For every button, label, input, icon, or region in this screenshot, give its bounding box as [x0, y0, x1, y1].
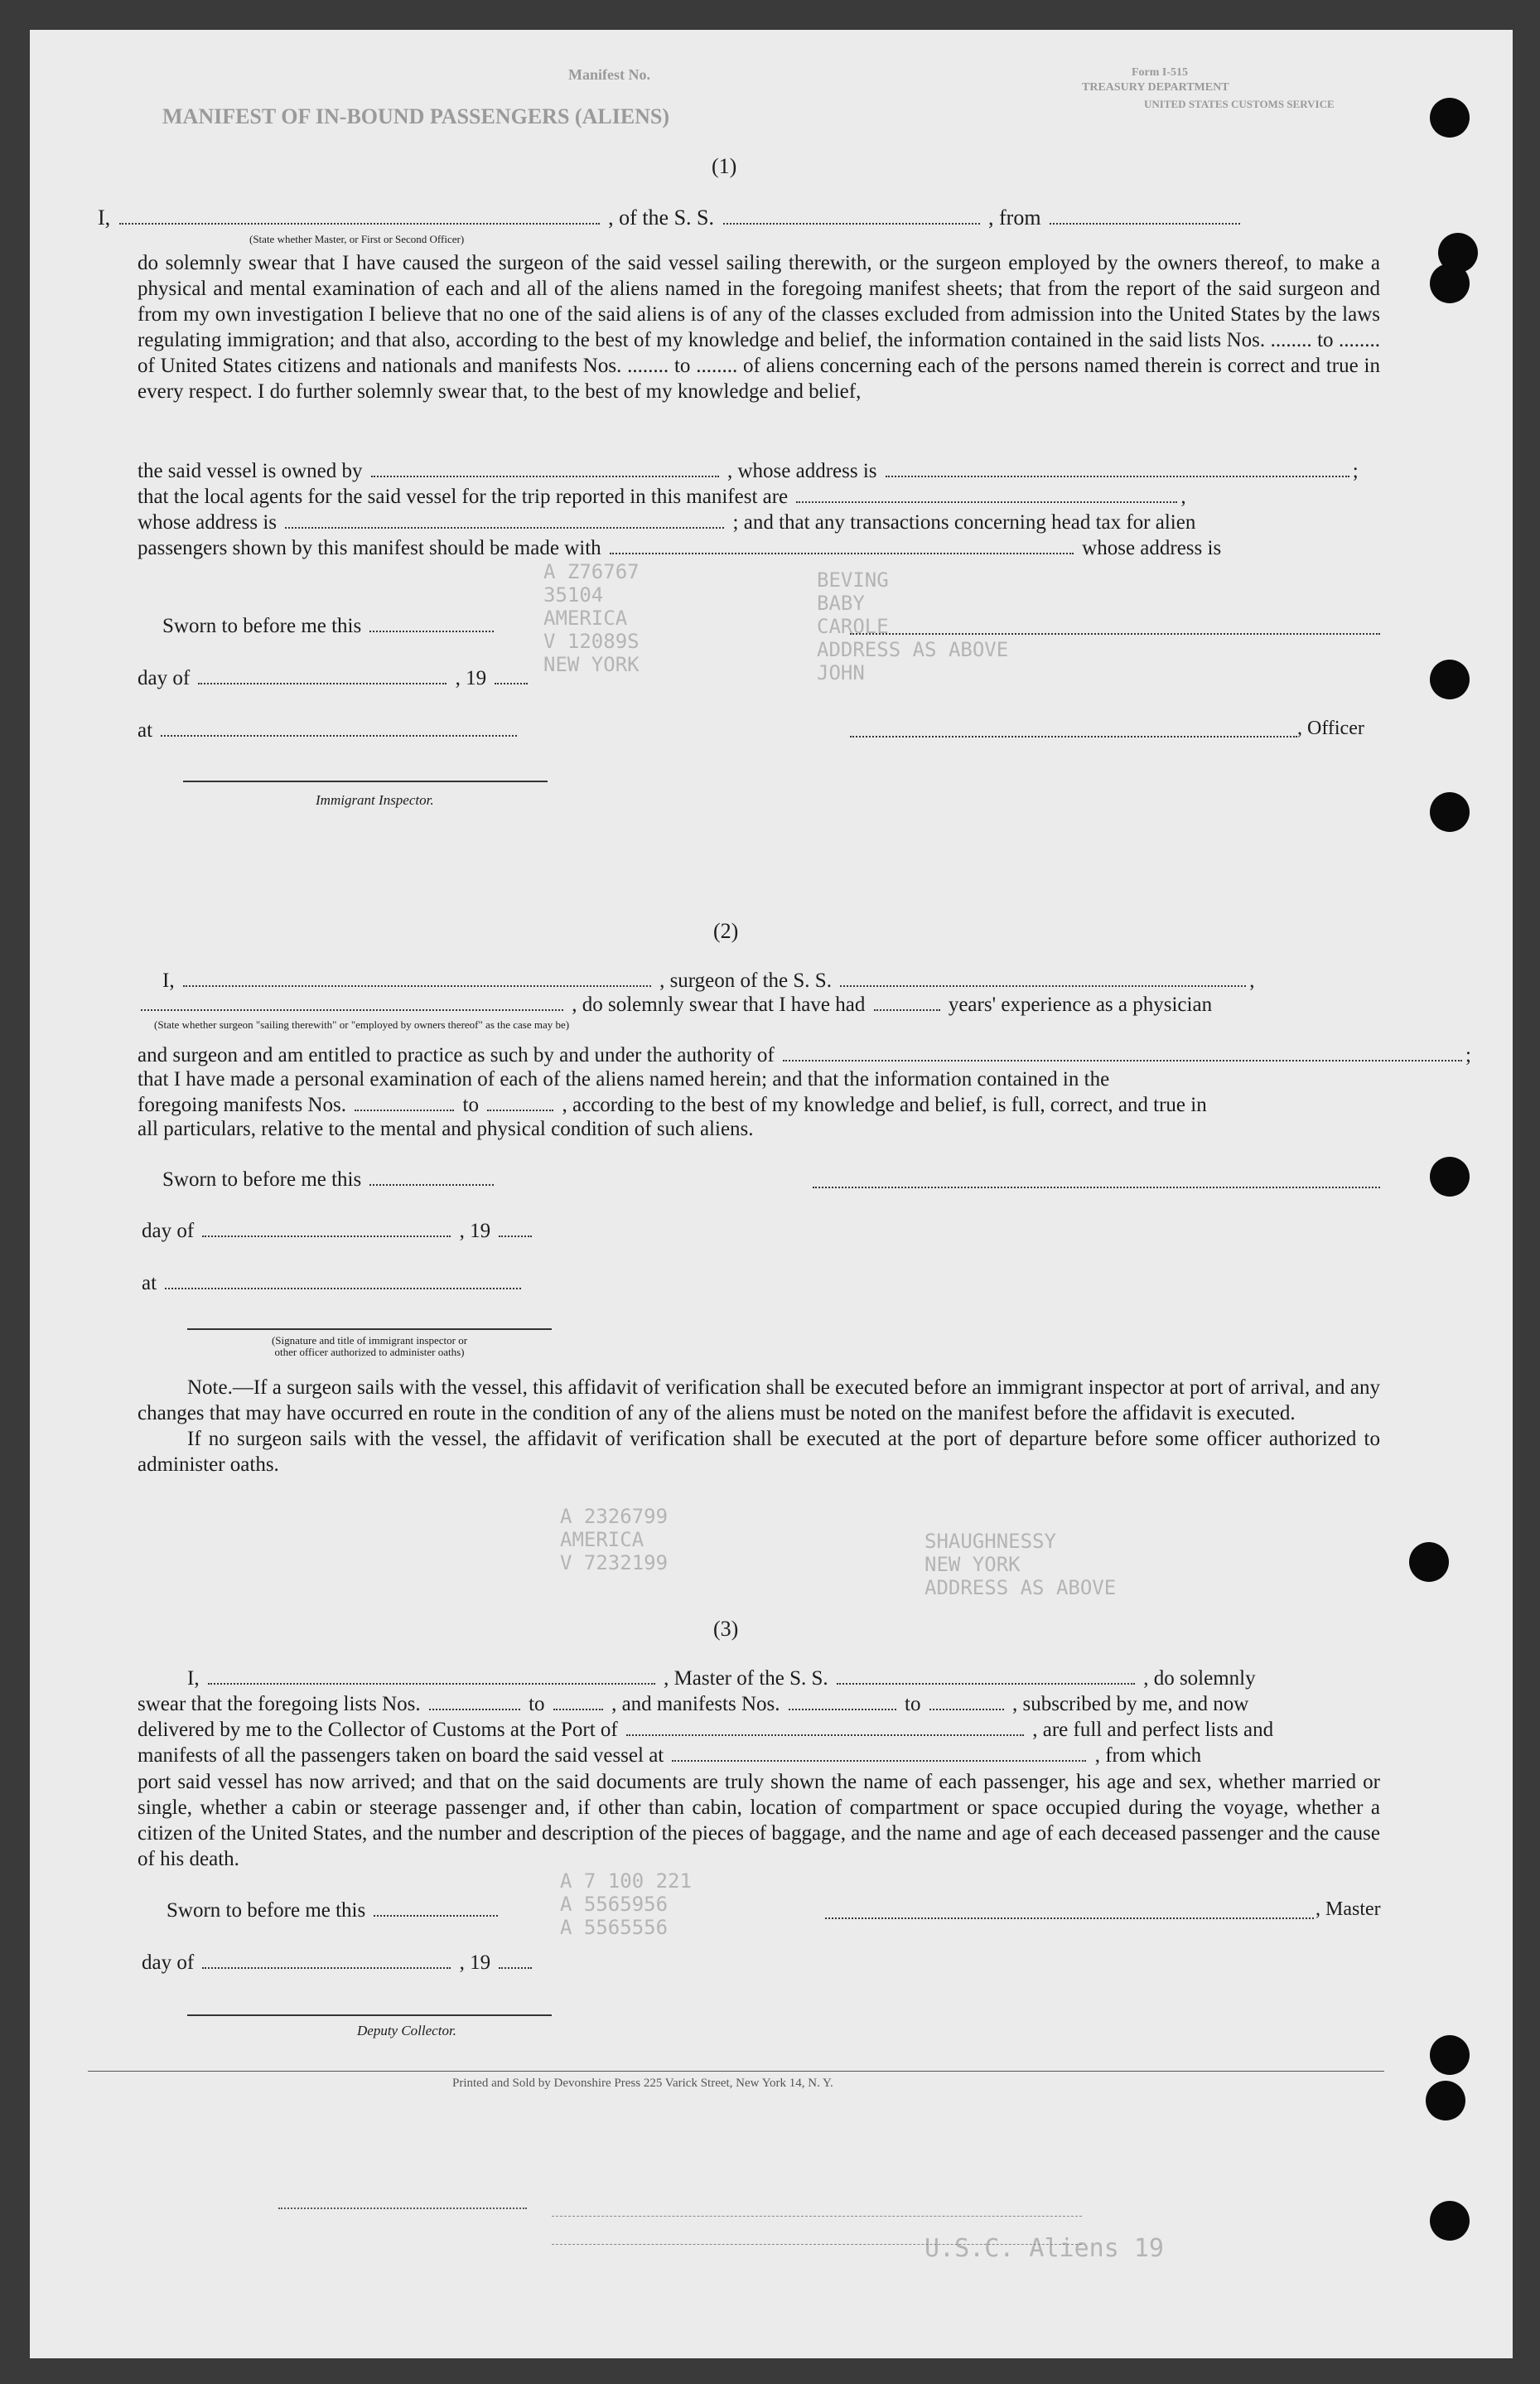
- bleed-through-text: A 2326799 AMERICA V 7232199: [560, 1505, 669, 1574]
- signature-caption: (Signature and title of immigrant inspector or other officer authorized to administer oaths): [271, 1334, 468, 1358]
- manifest-from-field[interactable]: [355, 1093, 454, 1111]
- manifest-to-field[interactable]: [929, 1692, 1004, 1710]
- year-field[interactable]: [499, 1219, 532, 1237]
- owner-line: the said vessel is owned by , whose address is ;: [138, 460, 1359, 482]
- note-paragraph: Note.—If a surgeon sails with the vessel, this affidavit of verification shall be executed before an immigrant inspector at port of arrival, and any changes that may have occurred en route in the condition of any of the aliens must be noted on the manifest before the affidavit is executed. If no surgeon sails with the vessel, the affidavit of verification shall be executed at the port of departure before some officer authorized to administer oaths.: [138, 1376, 1380, 1476]
- form-number: Form I-515: [1132, 66, 1189, 79]
- authority-line: and surgeon and am entitled to practice as such by and under the authority of ;: [138, 1044, 1471, 1066]
- section-number: (2): [713, 919, 739, 943]
- agents-address-field[interactable]: [285, 510, 724, 529]
- port-field[interactable]: [626, 1718, 1024, 1736]
- inspector-signature-line[interactable]: [187, 1328, 552, 1330]
- inspector-caption: Immigrant Inspector.: [316, 792, 434, 808]
- master-signature-line[interactable]: [825, 1917, 1314, 1919]
- at-place-field[interactable]: [165, 1271, 521, 1289]
- vessel-name-field[interactable]: [837, 1666, 1135, 1685]
- day-field[interactable]: [202, 1951, 451, 1969]
- year-field[interactable]: [495, 666, 528, 684]
- section-number: (1): [712, 154, 737, 178]
- bleed-through-text: BEVING BABY CAROLE ADDRESS AS ABOVE JOHN: [817, 568, 1009, 684]
- years-field[interactable]: [874, 993, 940, 1011]
- vessel-name-field[interactable]: [723, 206, 980, 225]
- printer-imprint: Printed and Sold by Devonshire Press 225 Varick Street, New York 14, N. Y.: [452, 2077, 833, 2090]
- department: TREASURY DEPARTMENT: [1082, 81, 1229, 94]
- surgeon-type-field[interactable]: [141, 993, 563, 1011]
- manifest-number-label: Manifest No.: [568, 66, 650, 83]
- sworn-row-3: Sworn to before me this: [167, 1898, 501, 1922]
- stamp-line: [552, 2244, 1082, 2245]
- punch-hole: [1426, 2081, 1465, 2120]
- agents-line: that the local agents for the said vessel for the trip reported in this manifest are ,: [138, 486, 1186, 508]
- day-row-2: day of , 19: [142, 1219, 535, 1243]
- surgeon-name-field[interactable]: [183, 969, 651, 987]
- taken-on-board-line: manifests of all the passengers taken on board the said vessel at , from which: [138, 1744, 1202, 1767]
- list-from-field[interactable]: [429, 1692, 520, 1710]
- service-name: UNITED STATES CUSTOMS SERVICE: [1144, 98, 1335, 110]
- section3-body: port said vessel has now arrived; and that on the said documents are truly shown the name of each passenger, his age and sex, whether married or single, whether a cabin or steerage passenger and, if other than cabin, location of compartment or space occupied during the voyage, whether a citizen of the United States, and the number and description of the pieces of baggage, and the name and age of each deceased passenger and the cause of his death.: [138, 1771, 1380, 1870]
- sworn-row-2: Sworn to before me this: [162, 1168, 497, 1192]
- bleed-through-text: A 7 100 221 A 5565956 A 5565556: [560, 1869, 692, 1939]
- section-number: (3): [713, 1617, 739, 1641]
- manifest-to-field[interactable]: [487, 1093, 553, 1111]
- authority-field[interactable]: [783, 1043, 1462, 1061]
- sworn-date-field[interactable]: [369, 614, 494, 632]
- sworn-date-field[interactable]: [369, 1168, 494, 1186]
- sworn-date-field[interactable]: [374, 1898, 498, 1917]
- agents-field[interactable]: [796, 485, 1177, 503]
- punch-hole: [1430, 2035, 1470, 2075]
- collector-signature-line[interactable]: [187, 2014, 552, 2016]
- master-name-field[interactable]: [208, 1666, 655, 1685]
- owner-field[interactable]: [371, 459, 719, 477]
- manifest-from-field[interactable]: [789, 1692, 896, 1710]
- form-page: [30, 30, 1513, 2358]
- officer-line[interactable]: [850, 736, 1297, 737]
- sworn-row-1: Sworn to before me this: [162, 614, 497, 638]
- experience-line: , do solemnly swear that I have had years' experience as a physician: [138, 993, 1212, 1017]
- day-row-1: day of , 19: [138, 666, 531, 690]
- surgeon-line: I, , surgeon of the S. S. ,: [162, 970, 1255, 992]
- section1-body: do solemnly swear that I have caused the surgeon of the said vessel sailing therewith, or the surgeon employed by the owners thereof, to make a physical and mental examination of each and all of the aliens named in the foregoing manifest sheets; that from the report of the said surgeon and from my own investigation I believe that no one of the said aliens is of any of the classes excluded from admission into the United States by the laws regulating immigration; and that also, according to the best of my knowledge and belief, the information contained in the said lists Nos. ........ to ........ of United States citizens and nationals and manifests Nos. ........ to ........ of aliens concerning each of the persons named therein is correct and true in every respect. I do further solemnly swear that, to the best of my knowledge and belief,: [138, 252, 1380, 403]
- punch-hole: [1430, 2201, 1470, 2241]
- punch-hole: [1430, 98, 1470, 138]
- at-place-field[interactable]: [161, 718, 517, 737]
- agents-address-line: whose address is ; and that any transactions concerning head tax for alien: [138, 511, 1196, 534]
- bleed-through-text: U.S.C. Aliens 19: [924, 2234, 1164, 2263]
- particulars-line: all particulars, relative to the mental and physical condition of such aliens.: [138, 1118, 754, 1140]
- day-field[interactable]: [202, 1219, 451, 1237]
- master-line: I, , of the S. S. , from: [98, 206, 1243, 230]
- examination-line: that I have made a personal examination of each of the aliens named herein; and that the information contained in the: [138, 1068, 1110, 1090]
- boarding-port-field[interactable]: [672, 1743, 1086, 1762]
- punch-hole: [1409, 1542, 1449, 1582]
- master-hint: (State whether Master, or First or Second Officer): [249, 233, 465, 245]
- punch-hole: [1430, 792, 1470, 832]
- manifest-title: MANIFEST OF IN-BOUND PASSENGERS (ALIENS): [162, 104, 670, 128]
- inspector-signature-line[interactable]: [183, 781, 548, 782]
- bleed-through-text: SHAUGHNESSY NEW YORK ADDRESS AS ABOVE: [924, 1530, 1117, 1599]
- punch-hole: [1430, 264, 1470, 303]
- year-field[interactable]: [499, 1951, 532, 1969]
- stamp-line: [552, 2216, 1082, 2217]
- at-row-1: at: [138, 718, 520, 742]
- bleed-through-text: A Z76767 35104 AMERICA V 12089S NEW YORK: [543, 560, 640, 676]
- deputy-collector-caption: Deputy Collector.: [357, 2023, 456, 2038]
- master-name-field[interactable]: [119, 206, 600, 225]
- owner-address-field[interactable]: [886, 459, 1349, 477]
- officer-label: , Officer: [1297, 718, 1364, 739]
- surgeon-hint: (State whether surgeon "sailing therewith" or "employed by owners thereof" as the case may be): [154, 1018, 570, 1031]
- punch-hole: [1430, 1157, 1470, 1197]
- surgeon-vessel-field[interactable]: [840, 969, 1246, 987]
- head-tax-agent-field[interactable]: [610, 536, 1074, 554]
- stamp-line: [278, 2207, 527, 2209]
- list-to-field[interactable]: [553, 1692, 603, 1710]
- day-field[interactable]: [198, 666, 447, 684]
- officer-signature-line[interactable]: [850, 633, 1380, 635]
- collector-line: delivered by me to the Collector of Customs at the Port of , are full and perfect lists and: [138, 1719, 1274, 1741]
- at-row-2: at: [142, 1271, 524, 1295]
- head-tax-line: passengers shown by this manifest should be made with whose address is: [138, 537, 1222, 559]
- manifests-line: foregoing manifests Nos. to , according to the best of my knowledge and belief, is full, correct, and true in: [138, 1094, 1207, 1116]
- punch-hole: [1430, 660, 1470, 699]
- from-port-field[interactable]: [1050, 206, 1240, 225]
- master-label: , Master: [1316, 1898, 1381, 1920]
- footer-rule: [88, 2071, 1384, 2072]
- day-row-3: day of , 19: [142, 1951, 535, 1975]
- surgeon-signature-line[interactable]: [813, 1187, 1380, 1188]
- lists-line: swear that the foregoing lists Nos. to , and manifests Nos. to , subscribed by me, and now: [138, 1693, 1249, 1715]
- master-oath-line: I, , Master of the S. S. , do solemnly: [187, 1667, 1256, 1690]
